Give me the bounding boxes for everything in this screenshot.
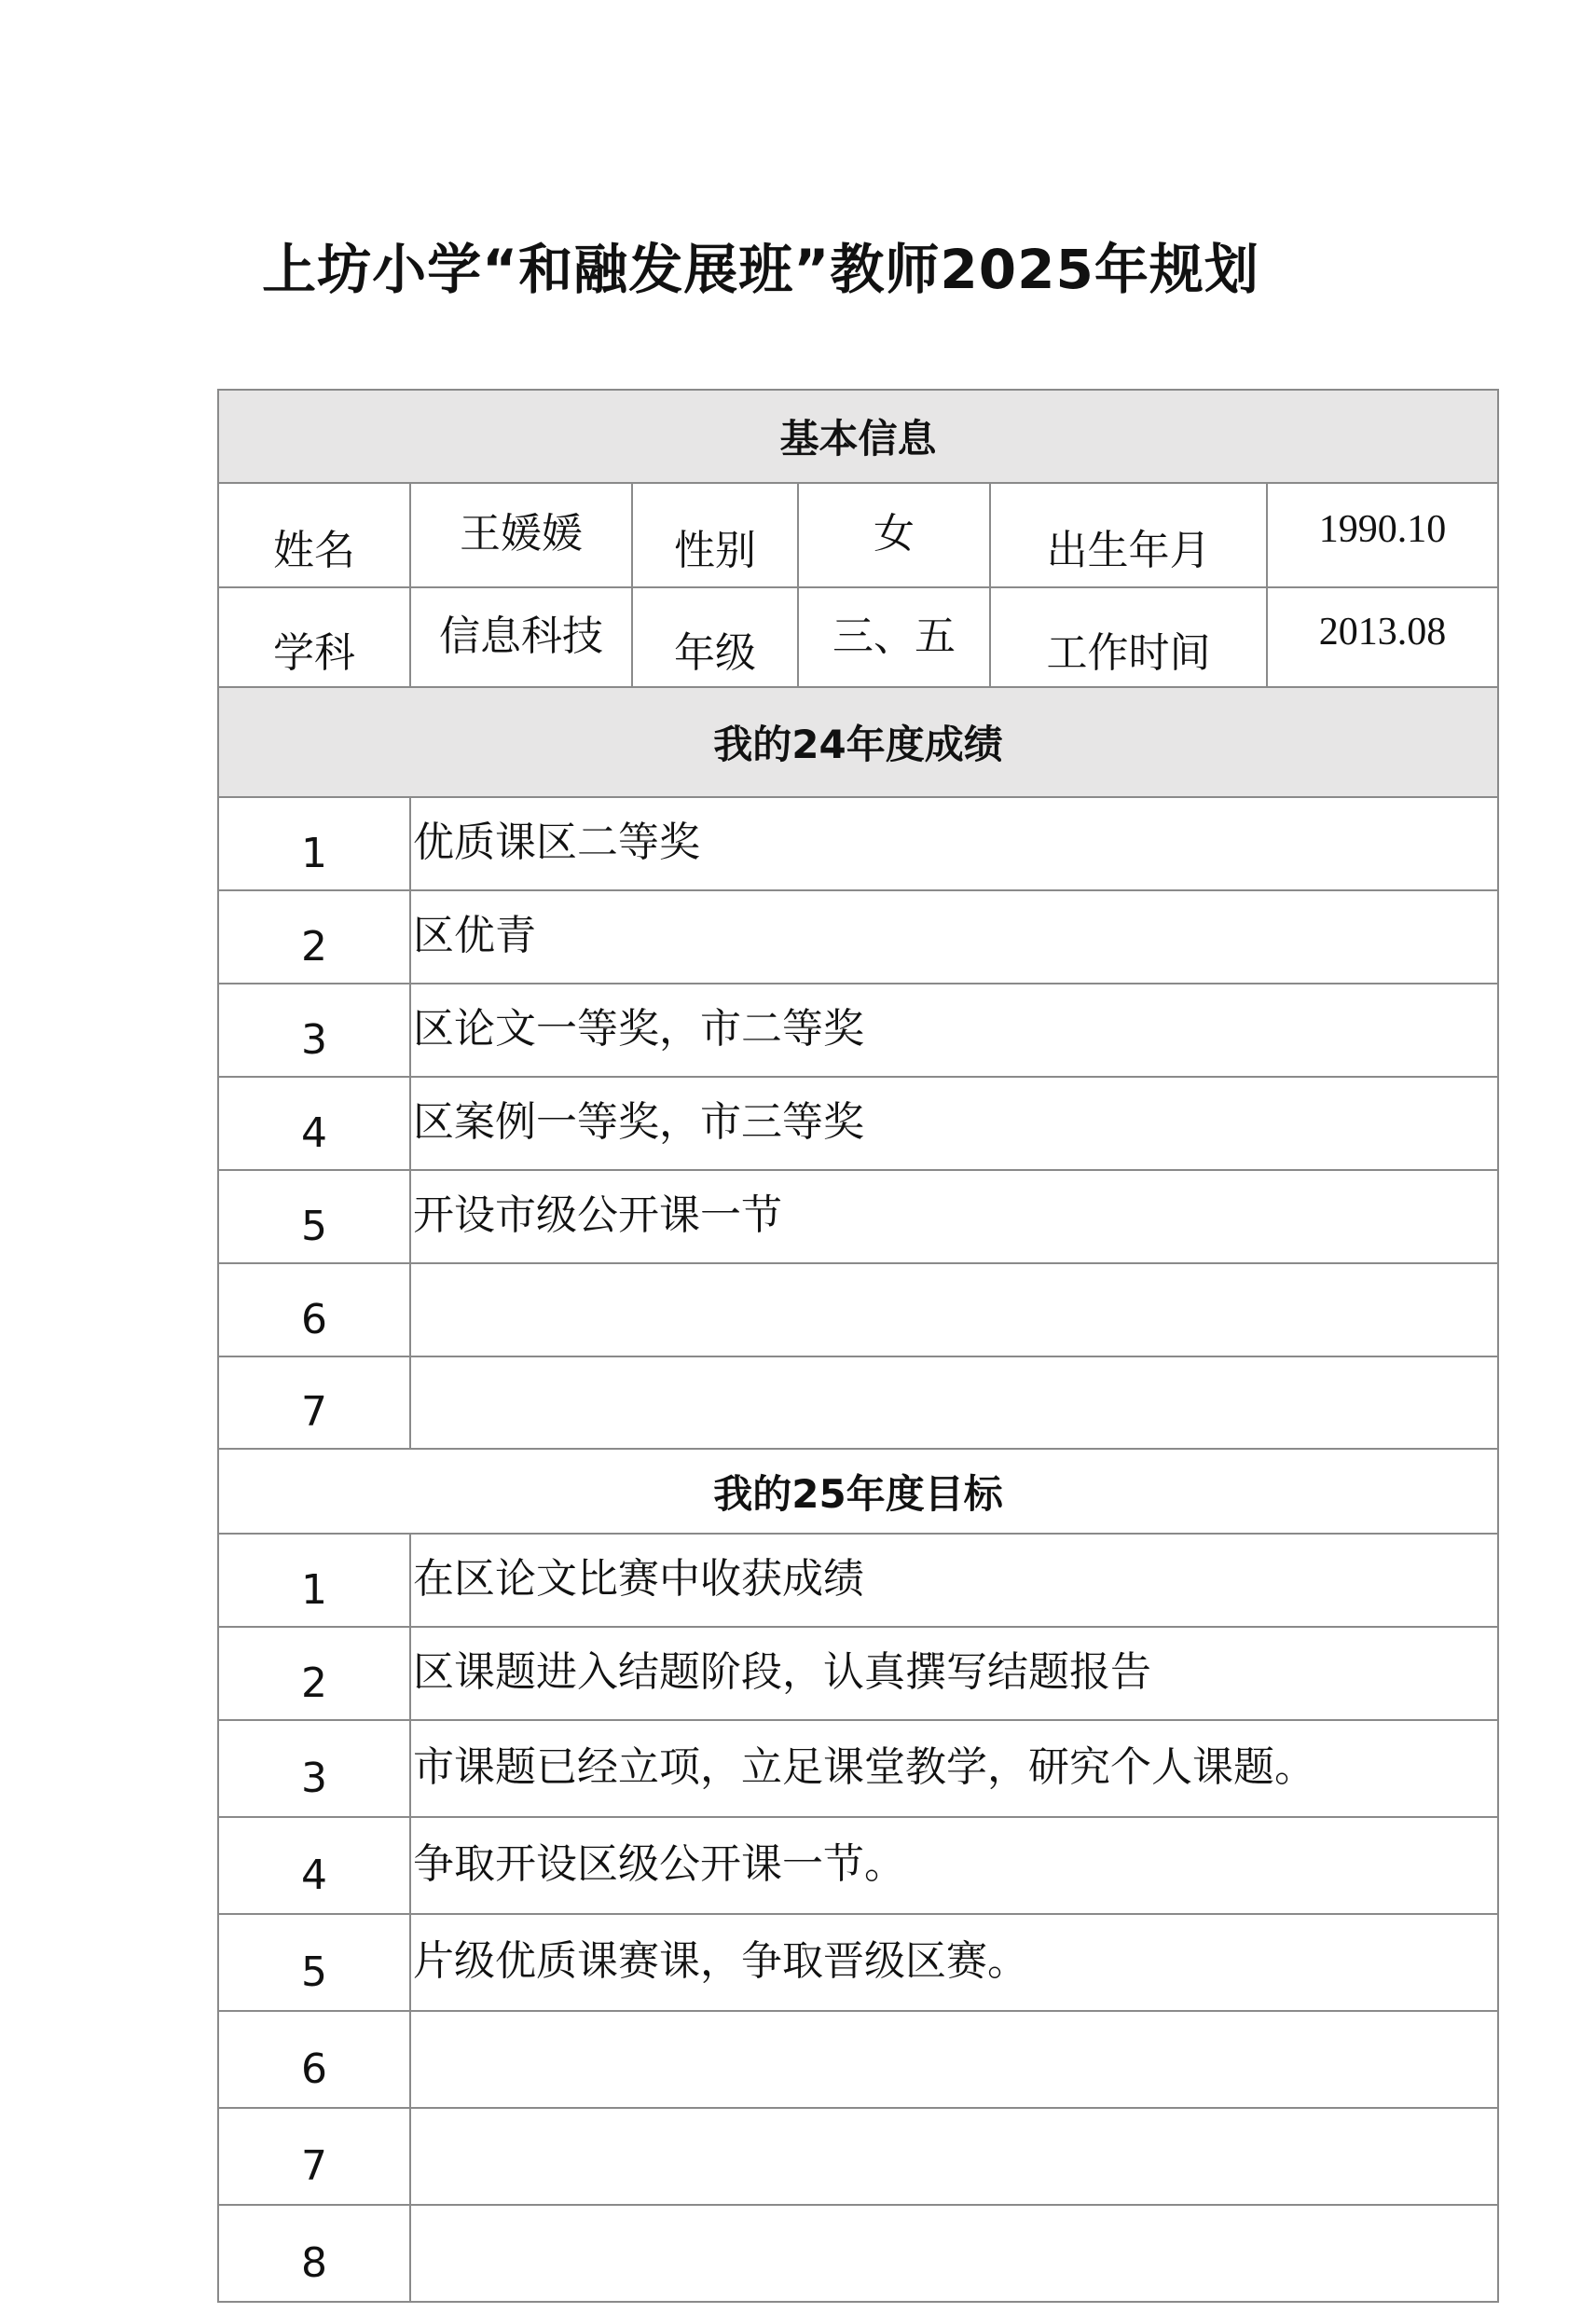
grade-label: 年级 bbox=[674, 628, 756, 677]
info-row-2 bbox=[218, 587, 1498, 687]
plan-table bbox=[217, 389, 1499, 2303]
row-text: 在区论文比赛中收获成绩 bbox=[413, 1555, 864, 1603]
work-time-value: 2013.08 bbox=[1318, 610, 1447, 654]
row-number: 6 bbox=[301, 2045, 327, 2093]
birth-label: 出生年月 bbox=[1046, 527, 1211, 574]
row-number: 8 bbox=[301, 2238, 327, 2287]
row-number: 7 bbox=[301, 1388, 327, 1436]
achievement-row bbox=[218, 890, 1498, 984]
subject-label-cell bbox=[218, 587, 410, 687]
gender-label-cell bbox=[632, 483, 798, 587]
row-text: 区课题进入结题阶段，认真撰写结题报告 bbox=[413, 1648, 1151, 1696]
row-number: 2 bbox=[301, 922, 327, 971]
goal-row bbox=[218, 1720, 1498, 1817]
achievements-header: 我的24年度成绩 bbox=[218, 687, 1498, 797]
goal-row bbox=[218, 1914, 1498, 2011]
row-number: 1 bbox=[301, 829, 327, 877]
achievement-row bbox=[218, 984, 1498, 1077]
gender-label: 性别 bbox=[674, 527, 756, 574]
goal-row bbox=[218, 2205, 1498, 2302]
row-number: 4 bbox=[301, 1851, 327, 1899]
row-number: 4 bbox=[301, 1108, 327, 1157]
row-number: 3 bbox=[301, 1015, 327, 1064]
goal-row bbox=[218, 2011, 1498, 2108]
row-text: 片级优质课赛课，争取晋级区赛。 bbox=[413, 1937, 1028, 1985]
name-value: 王媛媛 bbox=[460, 510, 583, 558]
grade-value: 三、五 bbox=[832, 612, 956, 660]
birth-label-cell bbox=[990, 483, 1267, 587]
row-number: 5 bbox=[301, 1948, 327, 1996]
birth-value: 1990.10 bbox=[1318, 508, 1447, 551]
basic-info-header-row bbox=[218, 390, 1498, 483]
basic-info-header: 基本信息 bbox=[218, 390, 1498, 483]
birth-value-cell bbox=[1267, 483, 1498, 587]
achievement-row bbox=[218, 797, 1498, 890]
row-number: 3 bbox=[301, 1754, 327, 1802]
work-label-cell bbox=[990, 587, 1267, 687]
gender-value: 女 bbox=[874, 510, 915, 558]
row-text: 区论文一等奖，市二等奖 bbox=[413, 1005, 864, 1053]
subject-label: 学科 bbox=[273, 628, 355, 677]
goal-row bbox=[218, 2108, 1498, 2205]
goals-header-row bbox=[218, 1449, 1498, 1534]
grade-label-cell bbox=[632, 587, 798, 687]
row-number: 1 bbox=[301, 1565, 327, 1614]
row-text: 区优青 bbox=[413, 912, 536, 959]
row-text: 争取开设区级公开课一节。 bbox=[413, 1840, 905, 1888]
row-number: 5 bbox=[301, 1202, 327, 1250]
achievement-row bbox=[218, 1263, 1498, 1356]
goal-row bbox=[218, 1817, 1498, 1914]
name-label-cell bbox=[218, 483, 410, 587]
subject-value: 信息科技 bbox=[439, 612, 603, 660]
achievement-row bbox=[218, 1170, 1498, 1263]
name-label: 姓名 bbox=[273, 527, 355, 574]
info-row-1 bbox=[218, 483, 1498, 587]
row-number: 6 bbox=[301, 1295, 327, 1343]
grade-value-cell bbox=[798, 587, 990, 687]
row-text: 市课题已经立项，立足课堂教学，研究个人课题。 bbox=[413, 1743, 1315, 1791]
work-value-cell bbox=[1267, 587, 1498, 687]
subject-value-cell bbox=[410, 587, 632, 687]
row-number: 7 bbox=[301, 2141, 327, 2190]
achievement-row bbox=[218, 1356, 1498, 1449]
achievements-header-row bbox=[218, 687, 1498, 797]
row-text: 区案例一等奖，市三等奖 bbox=[413, 1098, 864, 1146]
goals-header: 我的25年度目标 bbox=[218, 1449, 1498, 1534]
row-number: 2 bbox=[301, 1659, 327, 1707]
work-time-label: 工作时间 bbox=[1046, 628, 1211, 677]
row-text: 优质课区二等奖 bbox=[413, 819, 700, 866]
row-text: 开设市级公开课一节 bbox=[413, 1191, 782, 1239]
achievement-row bbox=[218, 1077, 1498, 1170]
goal-row bbox=[218, 1627, 1498, 1720]
name-value-cell bbox=[410, 483, 632, 587]
page-title: 上坊小学“和融发展班”教师2025年规划 bbox=[262, 238, 1259, 301]
gender-value-cell bbox=[798, 483, 990, 587]
goal-row bbox=[218, 1534, 1498, 1627]
